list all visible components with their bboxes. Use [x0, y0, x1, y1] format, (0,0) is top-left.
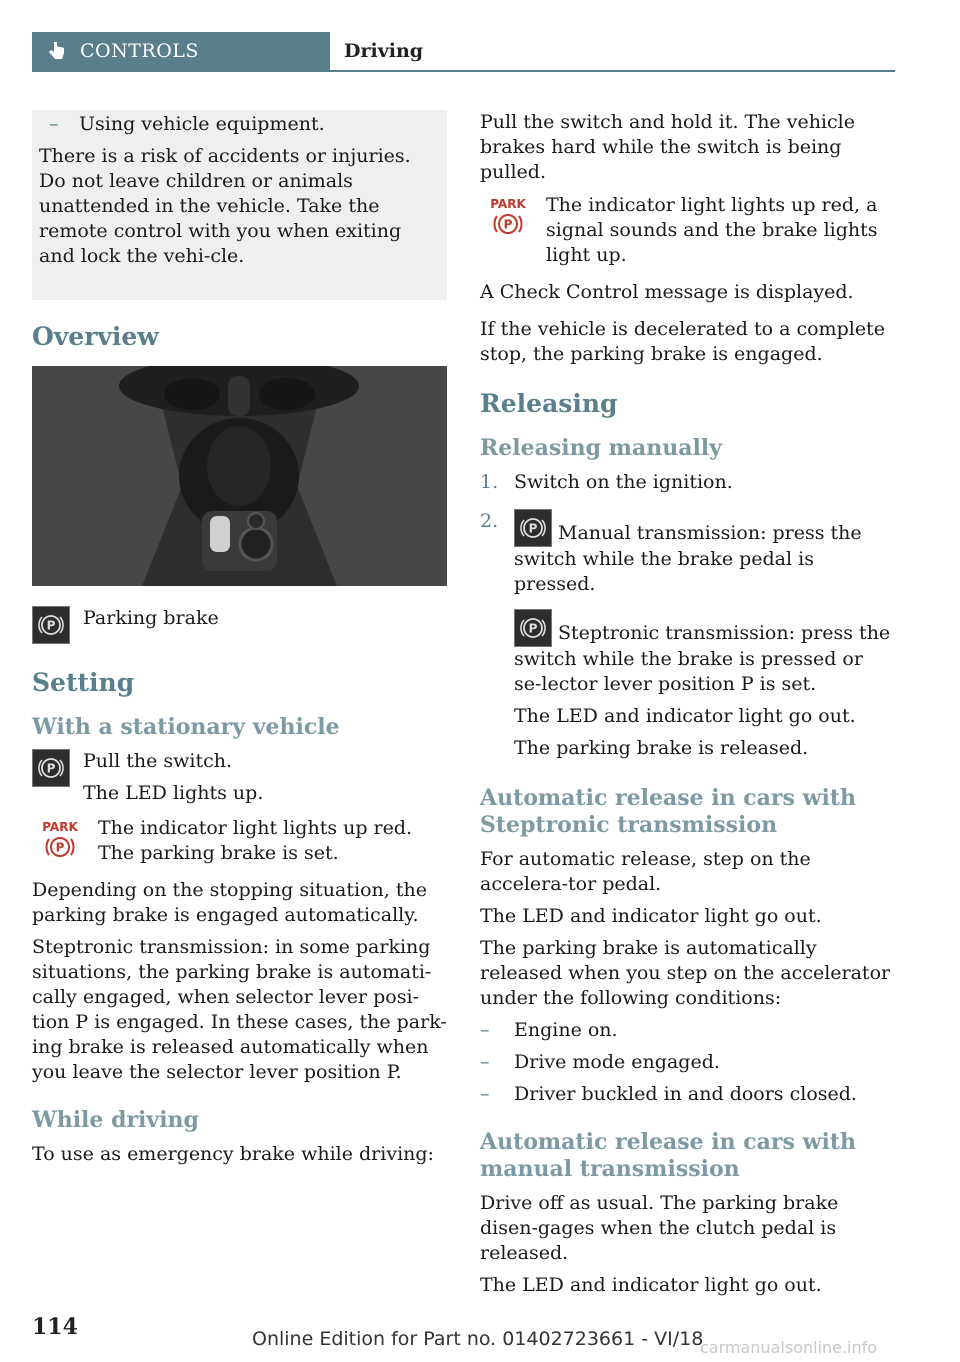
indicator-signal-text: The indicator light lights up red, a signal sounds and the brake lights light up.	[546, 194, 878, 266]
page-header	[32, 32, 895, 72]
heading-overview: Overview	[32, 322, 159, 351]
parking-brake-button-icon	[32, 749, 70, 787]
svg-text:P: P	[55, 840, 65, 855]
section-title: CONTROLS	[80, 40, 199, 62]
drive-off-text: Drive off as usual. The parking brake disen-gages when the clutch pedal is released.	[480, 1192, 839, 1264]
right-column	[480, 110, 895, 1305]
park-indicator-icon	[38, 818, 82, 869]
steptronic-text: Steptronic transmission: in some parking situations, the parking brake is automati-cally engaged, when selector lever posi-tion P is engaged. In these cases, the park-ing brake is released automatically when you leave the selector lever position P.	[32, 936, 447, 1083]
heading-auto-manual: Automatic release in cars with manual transmission	[480, 1129, 856, 1182]
parking-brake-button-icon	[514, 609, 552, 647]
pull-switch-text: Pull the switch.	[83, 750, 233, 772]
step-item: 2. P Manual transmission: press the switch while the brake pedal is pressed.	[480, 510, 862, 595]
left-column	[32, 110, 447, 1174]
list-item: – Engine on.	[480, 1019, 618, 1041]
page-number: 114	[32, 1314, 78, 1340]
depending-text: Depending on the stopping situation, the parking brake is engaged automatically.	[32, 879, 427, 926]
heading-releasing: Releasing	[480, 389, 618, 418]
svg-text:PARK: PARK	[490, 197, 526, 211]
list-item: – Using vehicle equipment.	[49, 113, 325, 135]
step-item: 1. Switch on the ignition.	[480, 471, 733, 493]
console-photo	[32, 366, 447, 586]
watermark: carmanualsonline.info	[700, 1338, 878, 1357]
svg-text:P: P	[503, 217, 513, 232]
heading-auto-steptronic: Automatic release in cars with Steptronic transmission	[480, 785, 856, 838]
emergency-text: To use as emergency brake while driving:	[32, 1143, 434, 1165]
check-control-text: A Check Control message is displayed.	[480, 281, 854, 303]
steptronic-press-block	[480, 609, 895, 761]
heading-while-driving: While driving	[32, 1107, 199, 1133]
section-tab	[32, 32, 330, 70]
warning-text: There is a risk of accidents or injuries. Do not leave children or animals unattended in the vehicle. Take the remote control with you when exiting and lock the vehi-cle.	[39, 145, 411, 267]
indicator-text: The indicator light lights up red. The parking brake is set.	[98, 817, 413, 864]
edition-text: Online Edition for Part no. 01402723661 - VI/18	[252, 1328, 704, 1350]
hand-pointer-icon	[46, 40, 68, 66]
heading-stationary: With a stationary vehicle	[32, 714, 340, 740]
auto-release-text: For automatic release, step on the accelera-tor pedal.	[480, 848, 811, 895]
pull-switch-row	[32, 749, 447, 806]
heading-releasing-manually: Releasing manually	[480, 435, 722, 461]
svg-text:P: P	[46, 761, 56, 776]
parking-brake-button-icon	[32, 606, 70, 644]
parking-brake-legend	[32, 606, 447, 646]
parking-brake-button-icon	[514, 509, 552, 547]
released-text: The parking brake is released.	[514, 737, 809, 759]
indicator-signal-row	[480, 193, 895, 268]
svg-text:P: P	[528, 621, 538, 636]
steptronic-press-text: Steptronic transmission: press the switch while the brake is pressed or se-lector lever position P is set.	[514, 622, 891, 695]
led-out-text-3: The LED and indicator light go out.	[480, 1274, 822, 1296]
led-out-text: The LED and indicator light go out.	[514, 705, 856, 727]
svg-text:PARK: PARK	[42, 820, 78, 834]
heading-setting: Setting	[32, 668, 135, 697]
warning-box	[32, 110, 447, 300]
list-item: – Driver buckled in and doors closed.	[480, 1083, 857, 1105]
conditions-intro: The parking brake is automatically released when you step on the accelerator under the following conditions:	[480, 937, 891, 1009]
chapter-title: Driving	[344, 40, 424, 62]
svg-text:P: P	[46, 618, 56, 633]
led-text: The LED lights up.	[83, 782, 264, 804]
led-out-text-2: The LED and indicator light go out.	[480, 905, 822, 927]
indicator-row	[32, 816, 447, 866]
decelerated-text: If the vehicle is decelerated to a complete stop, the parking brake is engaged.	[480, 318, 885, 365]
parking-brake-label: Parking brake	[83, 607, 219, 629]
park-indicator-icon	[486, 195, 530, 246]
pull-hold-text: Pull the switch and hold it. The vehicle brakes hard while the switch is being pulled.	[480, 111, 855, 183]
svg-text:P: P	[528, 521, 538, 536]
list-item: – Drive mode engaged.	[480, 1051, 720, 1073]
